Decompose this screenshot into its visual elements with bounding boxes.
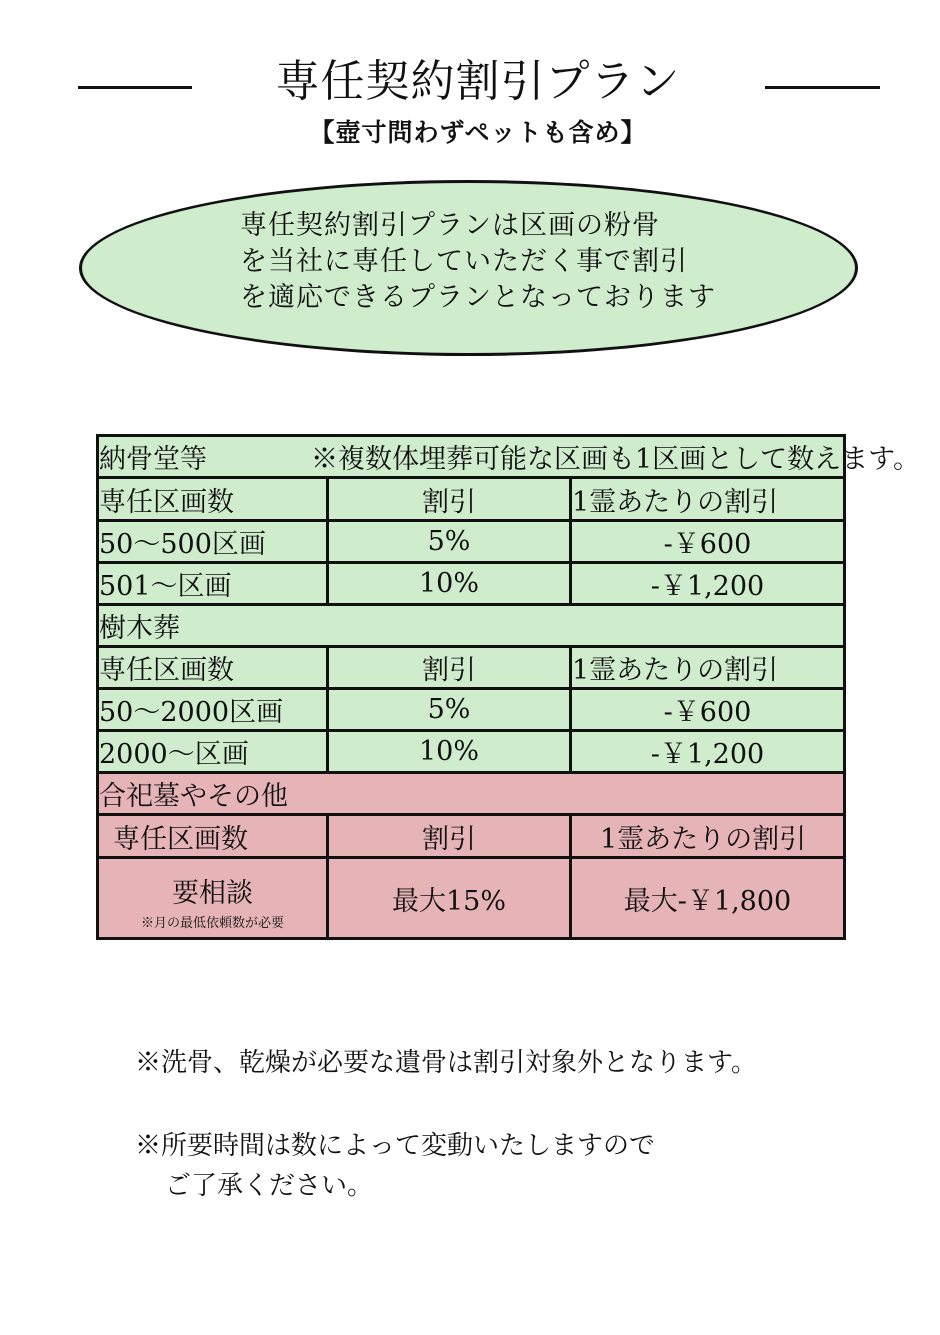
discount-cell: 10% (328, 731, 571, 773)
header-per-unit: 1霊あたりの割引 (571, 478, 845, 521)
section-row-nokotsudo (98, 436, 845, 478)
intro-text (240, 208, 820, 316)
per-unit-cell: -￥1,200 (571, 731, 845, 773)
section-label: 納骨堂等 (99, 444, 207, 475)
table-row (98, 858, 845, 939)
consult-note: ※月の最低依頼数が必要 (140, 916, 284, 931)
header-count: 専任区画数 (98, 647, 328, 689)
per-unit-cell: -￥600 (571, 689, 845, 731)
header-row (98, 478, 845, 521)
page-title: 専任契約割引プラン (275, 56, 681, 107)
count-cell: 50〜500区画 (98, 521, 328, 563)
header-row (98, 647, 845, 689)
section-row-goshibo (98, 773, 845, 815)
discount-table (96, 434, 921, 940)
note-duration-cont: ご了承ください。 (165, 1171, 374, 1201)
page-subtitle: 【壺寸問わずペットも含め】 (309, 118, 647, 147)
header-per-unit: 1霊あたりの割引 (571, 815, 845, 858)
intro-line: を当社に専任していただく事で割引 (240, 246, 688, 277)
header-count: 専任区画数 (98, 815, 328, 858)
discount-cell: 5% (328, 689, 571, 731)
section-note: ※複数体埋葬可能な区画も1区画として数えます。 (311, 444, 921, 475)
count-cell: 501〜区画 (98, 563, 328, 605)
intro-line: を適応できるプランとなっております (240, 282, 716, 313)
title-rule-right (765, 86, 880, 89)
note-duration: ※所要時間は数によって変動いたしますので (135, 1131, 656, 1161)
discount-cell: 最大15% (328, 858, 571, 939)
per-unit-cell: -￥1,200 (571, 563, 845, 605)
discount-cell: 10% (328, 563, 571, 605)
count-cell: 50〜2000区画 (98, 689, 328, 731)
section-label: 合祀墓やその他 (98, 773, 845, 815)
consult-label: 要相談 (172, 878, 253, 909)
table-row (98, 563, 845, 605)
header-discount: 割引 (328, 647, 571, 689)
intro-line: 専任契約割引プランは区画の粉骨 (240, 210, 660, 241)
table-row (98, 521, 845, 563)
per-unit-cell: -￥600 (571, 521, 845, 563)
header-discount: 割引 (328, 478, 571, 521)
header-row (98, 815, 845, 858)
header-count: 専任区画数 (98, 478, 328, 521)
per-unit-cell: 最大-￥1,800 (571, 858, 845, 939)
header-per-unit: 1霊あたりの割引 (571, 647, 845, 689)
title-rule-left (78, 86, 192, 89)
note-exclusion: ※洗骨、乾燥が必要な遺骨は割引対象外となります。 (135, 1048, 757, 1078)
table-row (98, 731, 845, 773)
count-cell (98, 858, 328, 939)
section-row-jumokuso (98, 605, 845, 647)
header-discount: 割引 (328, 815, 571, 858)
count-cell: 2000〜区画 (98, 731, 328, 773)
discount-cell: 5% (328, 521, 571, 563)
section-cell (98, 436, 921, 478)
table-row (98, 689, 845, 731)
section-label: 樹木葬 (98, 605, 845, 647)
